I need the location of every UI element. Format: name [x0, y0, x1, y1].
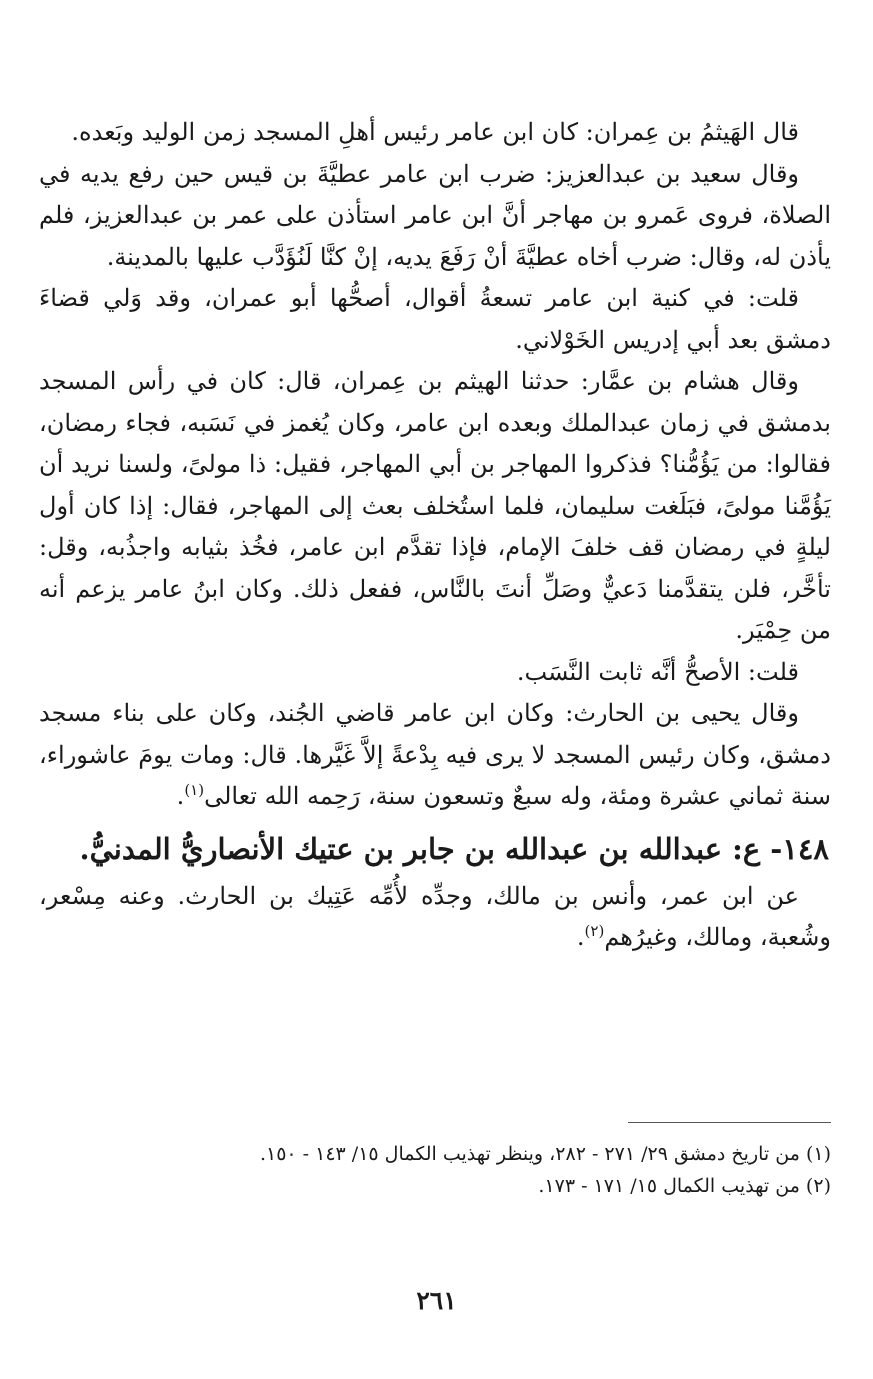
footnote-ref-2[interactable]: (٢) [584, 922, 605, 940]
page-body [39, 112, 831, 959]
paragraph-yahya-text: وقال يحيى بن الحارث: وكان ابن عامر قاضي الجُند، وكان على بناء مسجد دمشق، وكان رئيس المسجد لا يرى فيه بِدْعةً إلاَّ غَيَّرها. قال: ومات يومَ عاشوراء، سنة ثماني عشرة ومئة، وله سبعٌ وتسعون سنة، رَحِمه الله تعالى [39, 699, 831, 810]
paragraph-yahya [39, 693, 831, 818]
footnotes [39, 1138, 831, 1202]
footnote-1: (١) من تاريخ دمشق ٢٩/ ٢٧١ - ٢٨٢، وينظر تهذيب الكمال ١٥/ ١٤٣ - ١٥٠. [259, 1143, 831, 1165]
entry-heading: ١٤٨- ع: عبدالله بن عبدالله بن جابر بن عتيك الأنصاريُّ المدنيُّ. [79, 831, 829, 866]
footnote-ref-1[interactable]: (١) [184, 781, 205, 799]
entry-text-body: عن ابن عمر، وأنس بن مالك، وجدِّه لأُمِّه عَتِيك بن الحارث. وعنه مِسْعر، وشُعبة، ومالك، وغيرُهم [39, 881, 831, 951]
paragraph-hisham: وقال هشام بن عمَّار: حدثنا الهيثم بن عِمران، قال: كان في رأس المسجد بدمشق في زمان عبدالملك وبعده ابن عامر، وكان يُغمز في نَسَبه، فجاء رمضان، فقالوا: من يَؤُمُّنا؟ فذكروا المهاجر بن أبي المهاجر، فقيل: ذا مولىً، ولسنا نريد أن يَؤُمَّنا مولىً، فبَلَغت سليمان، فلما استُخلف بعث إلى المهاجر، فقال: إذا كان أول ليلةٍ في رمضان قف خلفَ الإمام، فإذا تقدَّم ابن عامر، فخُذ بثيابه واجذُبه، وقل: تأخَّر، فلن يتقدَّمنا دَعيٌّ وصَلِّ أنتَ بالنَّاس، ففعل ذلك. وكان ابنُ عامر يزعم أنه من حِمْيَر. [39, 367, 831, 644]
page-number: ٢٦١ [416, 1286, 457, 1315]
paragraph-said: وقال سعيد بن عبدالعزيز: ضرب ابن عامر عطيَّةَ بن قيس حين رفع يديه في الصلاة، فروى عَمرو بن مهاجر أنَّ ابن عامر استأذن على عمر بن عبدالعزيز، فلم يأذن له، وقال: ضرب أخاه عطيَّةَ أنْ رَفَعَ يديه، إنْ كنَّا لَنُؤَدَّب عليها بالمدينة. [39, 159, 831, 271]
paragraph-yahya-end: . [176, 782, 185, 810]
paragraph-haytham: قال الهَيثمُ بن عِمران: كان ابن عامر رئيس أهلِ المسجد زمن الوليد وبَعده. [71, 118, 799, 146]
paragraph-nasab: قلت: الأصحُّ أنَّه ثابت النَّسَب. [516, 657, 799, 686]
footnote-2: (٢) من تهذيب الكمال ١٥/ ١٧١ - ١٧٣. [538, 1175, 831, 1197]
footnote-divider [628, 1122, 831, 1123]
entry-text-end: . [576, 923, 585, 951]
entry-text [39, 876, 831, 959]
paragraph-kunya: قلت: في كنية ابن عامر تسعةُ أقوال، أصحُّها أبو عمران، وقد وَلي قضاءَ دمشق بعد أبي إدريس الخَوْلاني. [39, 284, 831, 354]
